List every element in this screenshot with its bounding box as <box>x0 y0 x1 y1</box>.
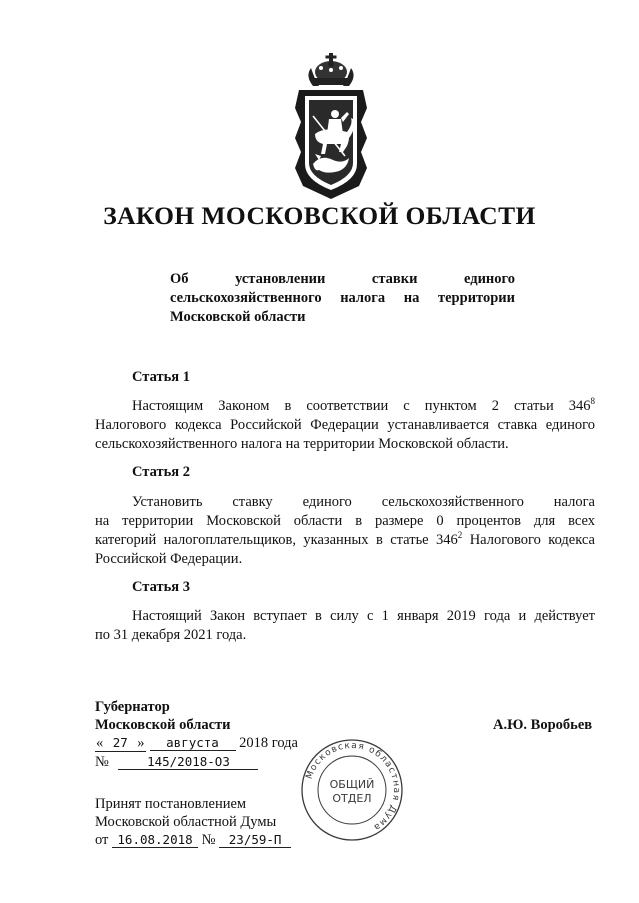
article-2-line: Установить ставку единого сельскохозяйственного налога <box>132 494 595 510</box>
subject-line: Московской области <box>170 309 306 325</box>
stamp-ring-text: Московская областная Дума <box>304 740 402 833</box>
article-2-text <box>95 493 595 569</box>
signing-date: « 27 » августа 2018 года <box>96 735 298 751</box>
adoption-note: Принят постановлением Московской областной Думы от 16.08.2018 № 23/59-П <box>95 795 291 849</box>
signatory-name: А.Ю. Воробьев <box>493 717 593 733</box>
subject-line: сельскохозяйственного налога на территории <box>170 290 515 306</box>
article-1-line: Настоящим Законом в соответствии с пунктом 2 статьи $346^8$ <box>132 396 595 414</box>
article-2-heading: Статья 2 <box>132 464 190 480</box>
article-3-line: Настоящий Закон вступает в силу с 1 января 2019 года и действует <box>132 608 595 624</box>
article-2-line: категорий налогоплательщиков, указанных в статье $346^2$ Налогового кодекса <box>95 530 595 548</box>
article-2-line: на территории Московской области в размере 0 процентов для всех <box>95 513 595 529</box>
article-3-text <box>95 607 595 645</box>
document-title: ЗАКОН МОСКОВСКОЙ ОБЛАСТИ <box>103 201 536 230</box>
official-stamp <box>300 738 404 842</box>
subject-line: Об установлении ставки единого <box>170 271 515 287</box>
law-number: № 145/2018-ОЗ <box>95 753 258 771</box>
moscow-region-coat-of-arms-icon <box>285 52 377 200</box>
article-1-text <box>95 397 595 454</box>
article-1-line: сельскохозяйственного налога на территории Московской области. <box>95 436 509 452</box>
article-1-heading: Статья 1 <box>132 369 190 385</box>
stamp-center-line: ОТДЕЛ <box>332 792 372 805</box>
signatory-position: Губернатор Московской области <box>95 699 231 733</box>
stamp-center-line: ОБЩИЙ <box>329 778 375 791</box>
article-3-line: по 31 декабря 2021 года. <box>95 627 247 643</box>
superscript: 2 <box>457 530 463 541</box>
article-3-heading: Статья 3 <box>132 579 190 595</box>
article-2-line: Российской Федерации. <box>95 551 243 567</box>
article-1-line: Налогового кодекса Российской Федерации устанавливается ставка единого <box>95 417 595 433</box>
superscript: 8 <box>590 396 595 407</box>
law-subject <box>170 270 515 327</box>
